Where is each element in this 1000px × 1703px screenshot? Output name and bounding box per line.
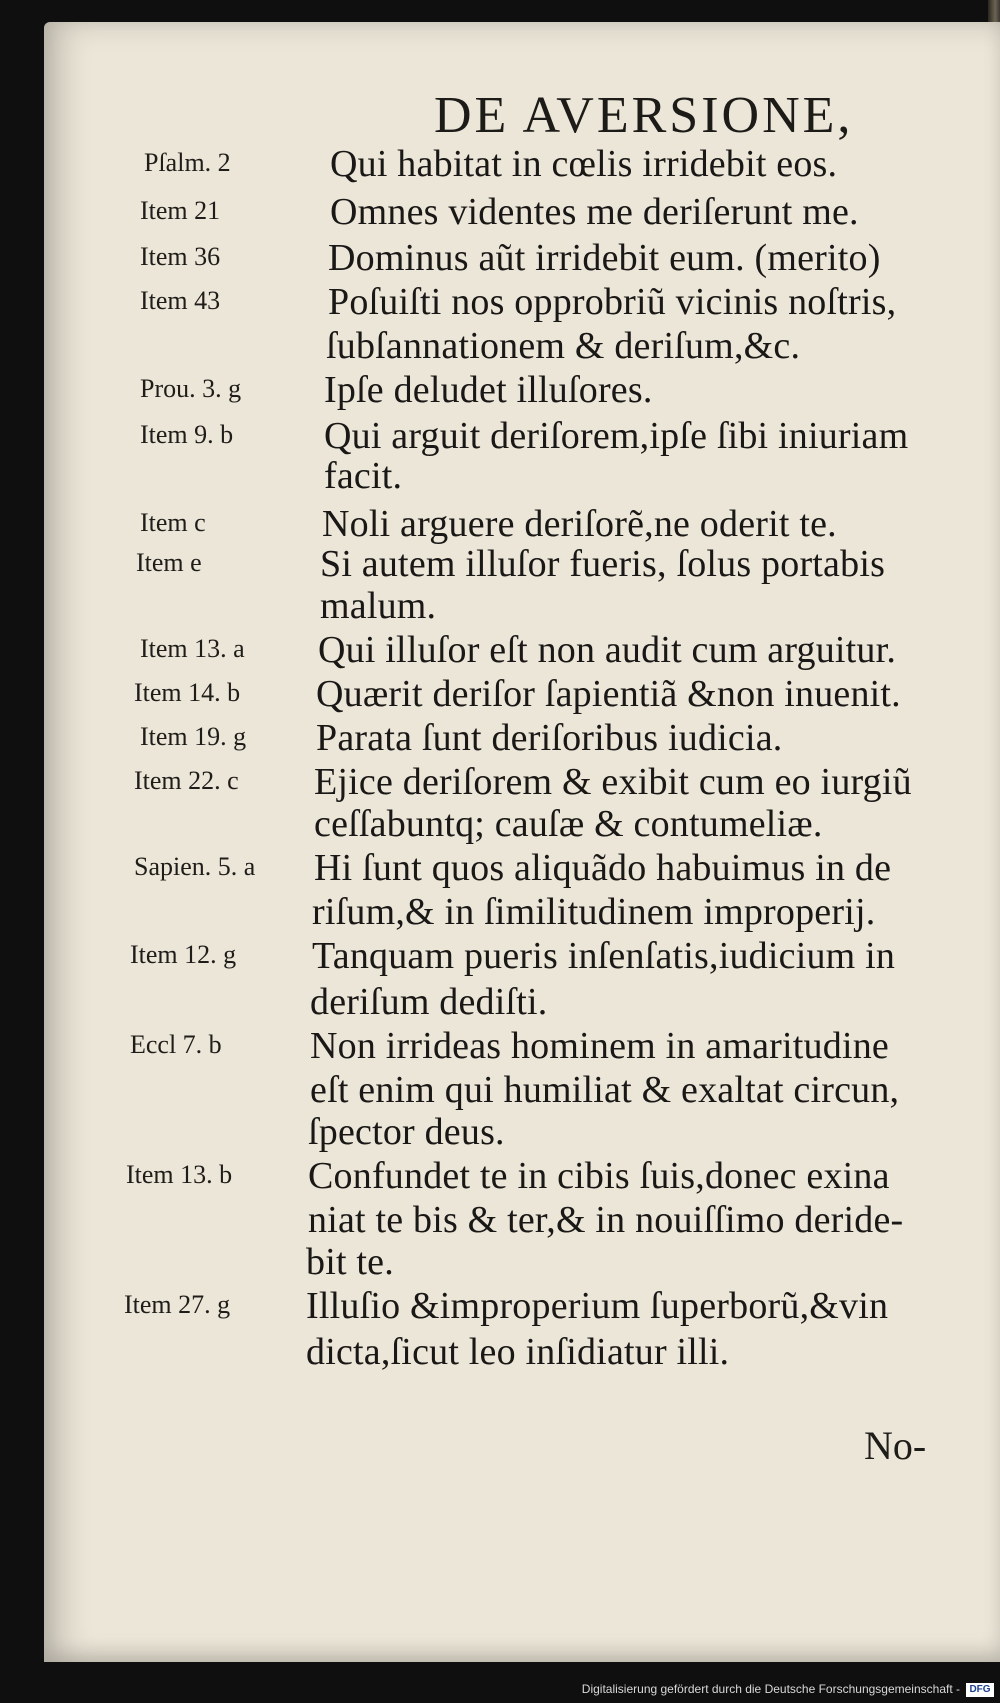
margin-reference: Item 9. b bbox=[140, 420, 234, 449]
text-line: Omnes videntes me deriſerunt me. bbox=[330, 191, 859, 233]
margin-reference: Item 19. g bbox=[140, 722, 247, 751]
footer-bar bbox=[0, 1680, 1000, 1703]
text-line: Qui arguit deriſorem,ipſe ſibi iniuriam bbox=[324, 415, 909, 457]
text-line: Parata ſunt deriſoribus iudicia. bbox=[316, 717, 783, 759]
margin-reference: Sapien. 5. a bbox=[134, 852, 256, 881]
text-line: facit. bbox=[324, 455, 403, 497]
text-line: niat te bis & ter,& in nouiſſimo deride- bbox=[308, 1199, 904, 1241]
text-line: ſubſannationem & deriſum,&c. bbox=[326, 325, 801, 367]
text-line: Qui habitat in cœlis irridebit eos. bbox=[330, 143, 838, 185]
margin-reference: Pſalm. 2 bbox=[144, 148, 231, 177]
margin-reference: Item 13. b bbox=[126, 1160, 233, 1189]
margin-reference: Item 27. g bbox=[124, 1290, 231, 1319]
text-line: eſt enim qui humiliat & exaltat circun, bbox=[310, 1069, 900, 1111]
text-line: Quærit deriſor ſapientiã &non inuenit. bbox=[316, 673, 901, 715]
margin-reference: Item 22. c bbox=[134, 766, 239, 795]
text-line: Confundet te in cibis ſuis,donec exina bbox=[308, 1155, 890, 1197]
text-line: Poſuiſti nos opprobriũ vicinis noſtris, bbox=[328, 281, 897, 323]
text-line: ceſſabuntq; cauſæ & contumeliæ. bbox=[314, 803, 823, 845]
text-line: deriſum dediſti. bbox=[310, 981, 548, 1023]
margin-reference: Item c bbox=[140, 508, 206, 537]
text-line: Si autem illuſor fueris, ſolus portabis bbox=[320, 543, 886, 585]
margin-reference: Item 36 bbox=[140, 242, 221, 271]
margin-reference: Prou. 3. g bbox=[140, 374, 242, 403]
margin-reference: Eccl 7. b bbox=[130, 1030, 222, 1059]
page-text-area bbox=[44, 22, 1000, 1662]
text-line: bit te. bbox=[306, 1241, 394, 1283]
margin-reference: Item 43 bbox=[140, 286, 221, 315]
catchword: No- bbox=[864, 1423, 927, 1468]
text-line: Noli arguere deriſorẽ,ne oderit te. bbox=[322, 503, 837, 545]
running-head: DE AVERSIONE, bbox=[434, 87, 854, 144]
text-line: Illuſio &improperium ſuperborũ,&vin bbox=[306, 1285, 889, 1327]
text-line: Ipſe deludet illuſores. bbox=[324, 369, 653, 411]
margin-reference: Item 14. b bbox=[134, 678, 241, 707]
text-line: Hi ſunt quos aliquãdo habuimus in de bbox=[314, 847, 892, 889]
text-line: riſum,& in ſimilitudinem improperij. bbox=[312, 891, 876, 933]
text-line: Qui illuſor eſt non audit cum arguitur. bbox=[318, 629, 897, 671]
text-line: ſpector deus. bbox=[308, 1111, 505, 1153]
text-line: Ejice deriſorem & exibit cum eo iurgiũ bbox=[314, 761, 912, 803]
text-line: Dominus aũt irridebit eum. (merito) bbox=[328, 237, 881, 279]
margin-reference: Item 12. g bbox=[130, 940, 237, 969]
text-line: dicta,ſicut leo inſidiatur illi. bbox=[306, 1331, 730, 1373]
dfg-logo: DFG bbox=[966, 1683, 994, 1697]
margin-reference: Item 21 bbox=[140, 196, 221, 225]
footer-credit: Digitalisierung gefördert durch die Deutsche Forschungsgemeinschaft - bbox=[581, 1682, 960, 1696]
margin-reference: Item e bbox=[136, 548, 202, 577]
margin-reference: Item 13. a bbox=[140, 634, 245, 663]
text-line: Non irrideas hominem in amaritudine bbox=[310, 1025, 889, 1067]
scanned-page bbox=[44, 22, 1000, 1662]
text-line: Tanquam pueris inſenſatis,iudicium in bbox=[312, 935, 896, 977]
text-line: malum. bbox=[320, 585, 437, 627]
